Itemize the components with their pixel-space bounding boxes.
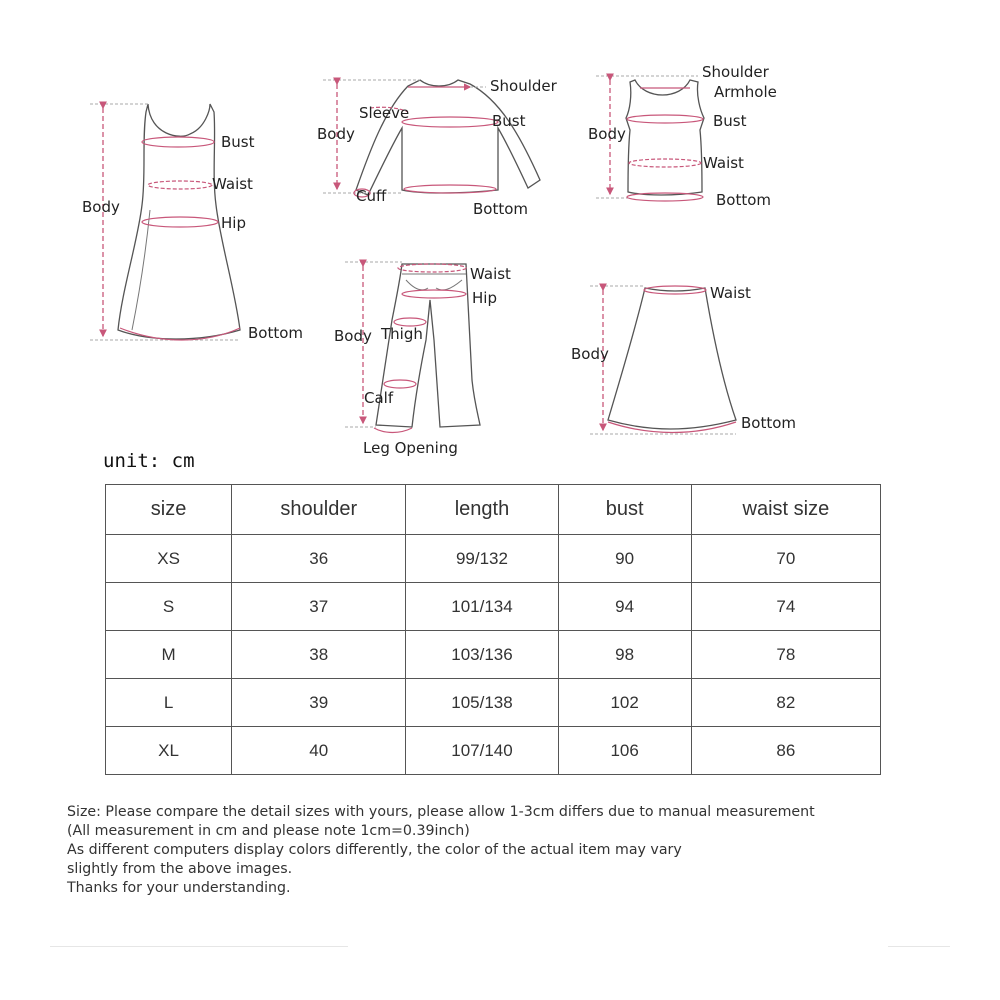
cell-bust: 94 — [558, 583, 691, 631]
table-row — [106, 535, 881, 583]
size-notes — [67, 803, 815, 898]
divider — [888, 946, 950, 947]
table-header-row — [106, 485, 881, 535]
cell-size: XL — [106, 727, 232, 775]
divider — [50, 946, 348, 947]
cell-shoulder: 36 — [232, 535, 406, 583]
cell-bust: 106 — [558, 727, 691, 775]
skirt-bottom-label: Bottom — [741, 414, 797, 432]
top-outline — [356, 80, 540, 195]
skirt-waist-label: Waist — [710, 284, 751, 302]
header-length: length — [406, 485, 558, 535]
cell-shoulder: 40 — [232, 727, 406, 775]
cell-waist-size: 82 — [691, 679, 880, 727]
header-shoulder: shoulder — [232, 485, 406, 535]
cell-length: 99/132 — [406, 535, 558, 583]
note-line: (All measurement in cm and please note 1cm=0.39inch) — [67, 823, 470, 839]
pants-body-label: Body — [334, 327, 372, 345]
dress-bottom-label: Bottom — [248, 324, 304, 342]
table-row — [106, 679, 881, 727]
cell-shoulder: 39 — [232, 679, 406, 727]
pants-thigh-label: Thigh — [381, 325, 423, 343]
cell-size: L — [106, 679, 232, 727]
vest-diagram — [588, 63, 777, 209]
skirt-diagram — [571, 284, 796, 434]
cell-waist-size: 86 — [691, 727, 880, 775]
cell-size: XS — [106, 535, 232, 583]
cell-length: 107/140 — [406, 727, 558, 775]
cell-size: M — [106, 631, 232, 679]
note-line: Size: Please compare the detail sizes with yours, please allow 1-3cm differs due to manual measurement — [67, 804, 815, 820]
cell-size: S — [106, 583, 232, 631]
cell-shoulder: 38 — [232, 631, 406, 679]
cell-shoulder: 37 — [232, 583, 406, 631]
unit-label: unit: cm — [103, 450, 195, 472]
cell-bust: 98 — [558, 631, 691, 679]
note-line: As different computers display colors differently, the color of the actual item may vary — [67, 842, 682, 858]
top-body-label: Body — [317, 125, 355, 143]
dress-hip-label: Hip — [221, 214, 246, 232]
table-row — [106, 727, 881, 775]
top-diagram — [317, 77, 558, 218]
skirt-body-label: Body — [571, 345, 609, 363]
header-size: size — [106, 485, 232, 535]
dress-waist-label: Waist — [212, 175, 253, 193]
cell-waist-size: 70 — [691, 535, 880, 583]
vest-outline — [626, 80, 704, 195]
header-waist-size: waist size — [691, 485, 880, 535]
cell-length: 101/134 — [406, 583, 558, 631]
vest-bust-label: Bust — [713, 112, 747, 130]
header-bust: bust — [558, 485, 691, 535]
table-row — [106, 631, 881, 679]
vest-waist-label: Waist — [703, 154, 744, 172]
pants-diagram — [334, 262, 511, 457]
vest-bottom-label: Bottom — [716, 191, 772, 209]
dress-body-label: Body — [82, 198, 120, 216]
cell-waist-size: 78 — [691, 631, 880, 679]
cell-bust: 102 — [558, 679, 691, 727]
cell-waist-size: 74 — [691, 583, 880, 631]
cell-bust: 90 — [558, 535, 691, 583]
skirt-outline — [608, 288, 736, 429]
top-bottom-label: Bottom — [473, 200, 529, 218]
top-sleeve-label: Sleeve — [359, 104, 410, 122]
pants-waist-label: Waist — [470, 265, 511, 283]
vest-armhole-label: Armhole — [714, 83, 777, 101]
note-line: slightly from the above images. — [67, 861, 293, 877]
vest-shoulder-label: Shoulder — [702, 63, 769, 81]
top-bust-label: Bust — [492, 112, 526, 130]
cell-length: 105/138 — [406, 679, 558, 727]
top-shoulder-label: Shoulder — [490, 77, 557, 95]
note-line: Thanks for your understanding. — [67, 880, 291, 896]
dress-diagram — [82, 104, 303, 342]
pants-calf-label: Calf — [364, 389, 394, 407]
vest-body-label: Body — [588, 125, 626, 143]
top-cuff-label: Cuff — [356, 187, 387, 205]
pants-leg-opening-label: Leg Opening — [363, 439, 458, 457]
pants-hip-label: Hip — [472, 289, 497, 307]
measurement-diagrams — [0, 0, 1000, 470]
cell-length: 103/136 — [406, 631, 558, 679]
dress-bust-label: Bust — [221, 133, 255, 151]
size-chart-table — [105, 484, 881, 775]
table-row — [106, 583, 881, 631]
